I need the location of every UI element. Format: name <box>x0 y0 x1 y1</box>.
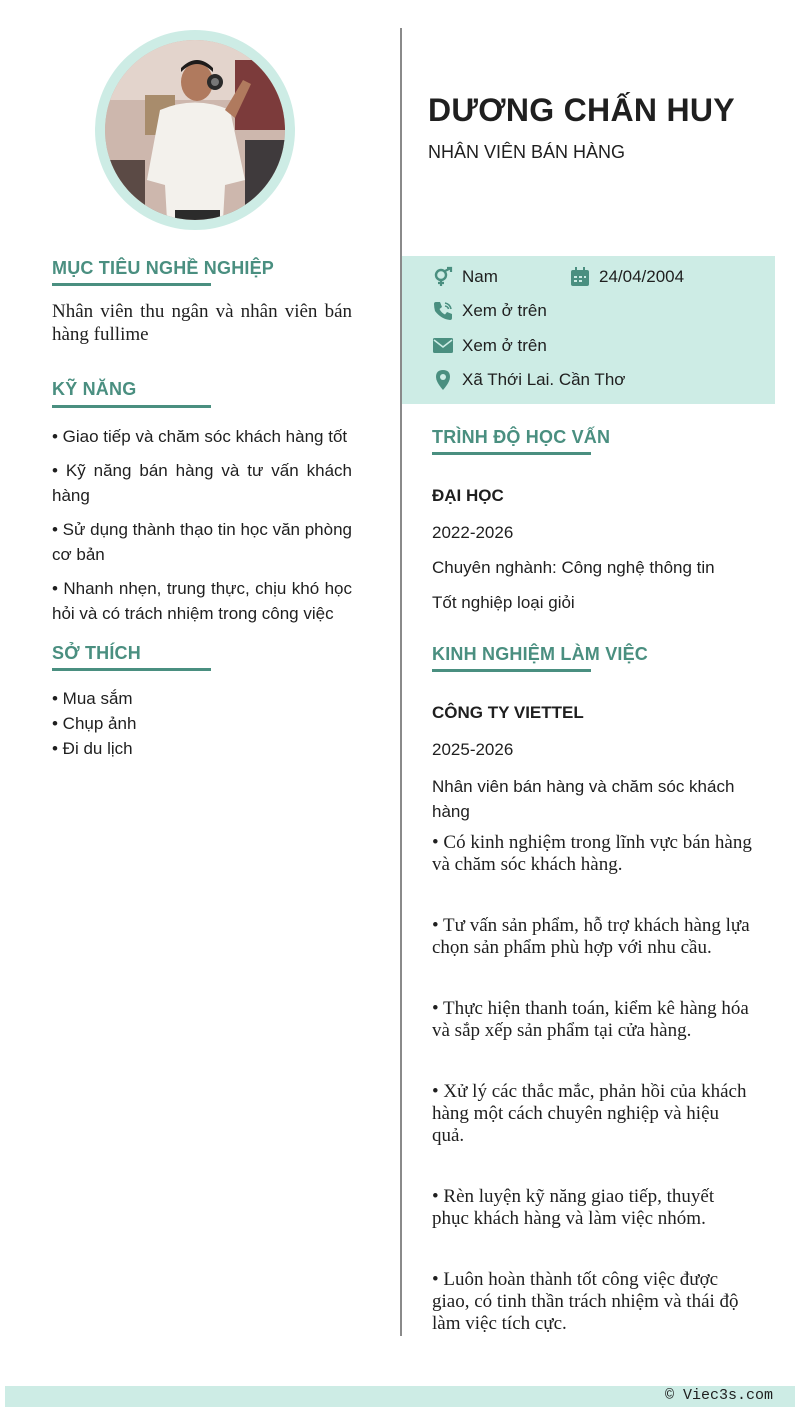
job-company: CÔNG TY VIETTEL <box>432 703 584 722</box>
hobby-item: • Đi du lịch <box>52 739 133 758</box>
location-icon <box>432 369 454 391</box>
candidate-name: DƯƠNG CHẤN HUY <box>428 92 735 128</box>
contact-phone <box>432 300 547 322</box>
duty-item: • Luôn hoàn thành tốt công việc được giao, có tinh thần trách nhiệm và thái độ làm việc tích cực. <box>432 1269 739 1334</box>
phone-value: Xem ở trên <box>462 301 547 320</box>
contact-gender <box>432 266 498 288</box>
email-value: Xem ở trên <box>462 336 547 355</box>
contact-panel <box>402 256 775 404</box>
job-years: 2025-2026 <box>432 740 514 759</box>
skills-title-underline <box>52 405 211 408</box>
duty-item: • Có kinh nghiệm trong lĩnh vực bán hàng và chăm sóc khách hàng. <box>432 832 752 875</box>
profile-photo <box>105 40 285 220</box>
job-position: Nhân viên bán hàng và chăm sóc khách hàng <box>432 777 735 821</box>
education-years: 2022-2026 <box>432 523 514 542</box>
hobby-item: • Mua sắm <box>52 689 133 708</box>
education-title: TRÌNH ĐỘ HỌC VẤN <box>432 427 611 447</box>
duty-item: • Thực hiện thanh toán, kiểm kê hàng hóa và sắp xếp sản phẩm tại cửa hàng. <box>432 998 749 1041</box>
address-value: Xã Thới Lai. Cần Thơ <box>462 370 626 389</box>
education-grade: Tốt nghiệp loại giỏi <box>432 593 575 612</box>
skill-item: • Nhanh nhẹn, trung thực, chịu khó học hỏi và có trách nhiệm trong công việc <box>52 579 352 623</box>
skills-title: KỸ NĂNG <box>52 379 137 399</box>
experience-title-underline <box>432 669 591 672</box>
job-duties-list <box>432 832 754 1374</box>
education-major: Chuyên nghành: Công nghệ thông tin <box>432 558 715 577</box>
contact-address <box>432 369 625 391</box>
footer-copyright: © Viec3s.com <box>664 1387 773 1404</box>
objective-text: Nhân viên thu ngân và nhân viên bán hàng fullime <box>52 301 352 345</box>
education-title-underline <box>432 452 591 455</box>
skill-item: • Giao tiếp và chăm sóc khách hàng tốt <box>52 427 348 446</box>
mail-icon <box>432 335 454 357</box>
skills-list <box>52 424 352 635</box>
skill-item: • Kỹ năng bán hàng và tư vấn khách hàng <box>52 461 352 505</box>
candidate-role: NHÂN VIÊN BÁN HÀNG <box>428 142 626 162</box>
calendar-icon <box>569 266 591 288</box>
duty-item: • Xử lý các thắc mắc, phản hồi của khách hàng một cách chuyên nghiệp và hiệu quả. <box>432 1081 747 1146</box>
skill-item: • Sử dụng thành thạo tin học văn phòng cơ bản <box>52 520 352 564</box>
gender-icon <box>432 266 454 288</box>
hobbies-list <box>52 686 136 761</box>
contact-birthday <box>569 266 684 288</box>
hobbies-title: SỞ THÍCH <box>52 643 141 663</box>
hobbies-title-underline <box>52 668 211 671</box>
footer-bar <box>5 1386 795 1407</box>
hobby-item: • Chụp ảnh <box>52 714 137 733</box>
duty-item: • Rèn luyện kỹ năng giao tiếp, thuyết phục khách hàng và làm việc nhóm. <box>432 1186 715 1229</box>
gender-value: Nam <box>462 267 498 286</box>
objective-title: MỤC TIÊU NGHỀ NGHIỆP <box>52 258 275 278</box>
phone-icon <box>432 300 454 322</box>
avatar <box>105 40 285 220</box>
birthday-value: 24/04/2004 <box>599 267 685 286</box>
experience-title: KINH NGHIỆM LÀM VIỆC <box>432 644 649 664</box>
education-degree: ĐẠI HỌC <box>432 486 504 505</box>
contact-email <box>432 335 547 357</box>
avatar-frame <box>95 30 295 230</box>
duty-item: • Tư vấn sản phẩm, hỗ trợ khách hàng lựa chọn sản phẩm phù hợp với nhu cầu. <box>432 915 750 958</box>
objective-title-underline <box>52 283 211 286</box>
column-divider <box>400 28 402 1336</box>
